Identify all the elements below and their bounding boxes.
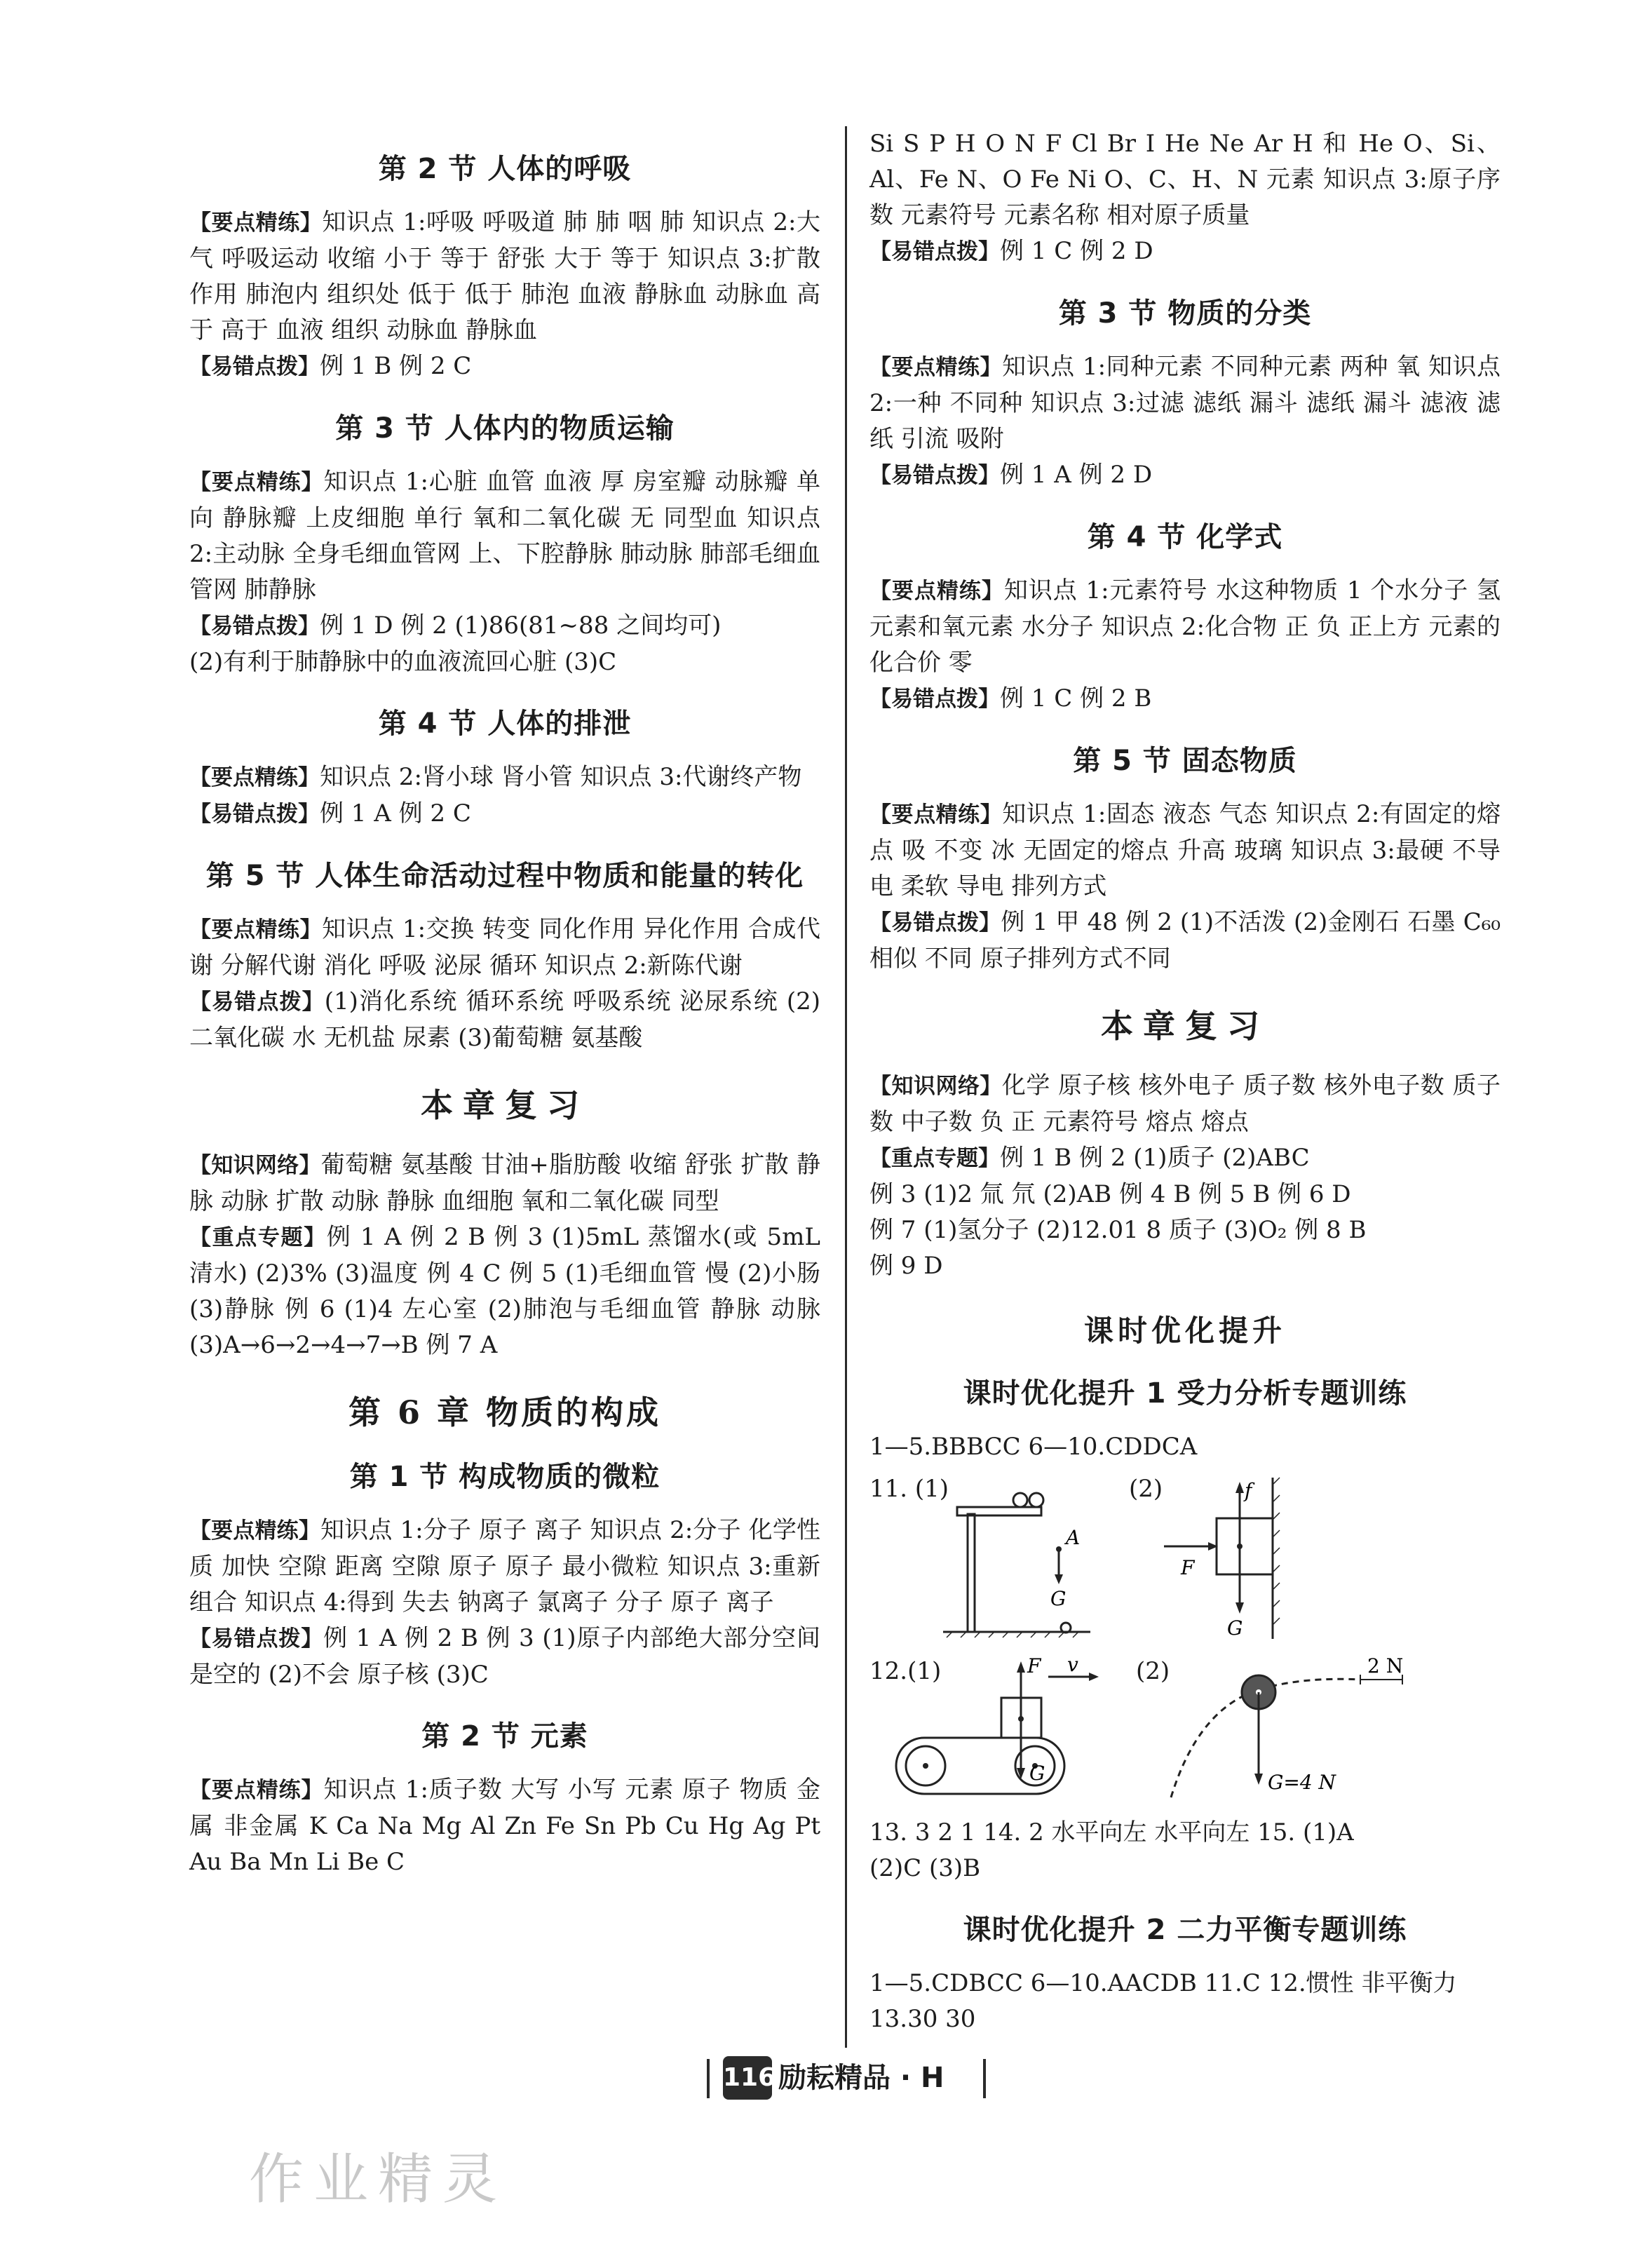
answer-paragraph: 例 7 (1)氢分子 (2)12.01 8 质子 (3)O₂ 例 8 B	[869, 1216, 1367, 1244]
section-title: 第 2 节 人体的呼吸	[378, 153, 632, 185]
answer-label: 【易错点拨】	[189, 990, 325, 1015]
answer-label: 【易错点拨】	[869, 687, 1000, 712]
page-number: 116	[723, 2056, 772, 2100]
question-number: 11. (1)	[869, 1475, 949, 1503]
answer-paragraph: 13.30 30	[869, 2005, 976, 2033]
column-divider	[845, 126, 847, 2048]
question-number: 12.(1)	[869, 1657, 942, 1685]
optimization-title: 课时优化提升	[1083, 1314, 1286, 1348]
answer-label: 【易错点拨】	[189, 802, 320, 827]
answer-label: 【易错点拨】	[189, 614, 320, 639]
answer-paragraph: 【要点精练】知识点 1:质子数 大写 小写 元素 原子 物质 金属 非金属 K Ca Na Mg Al Zn Fe Sn Pb Cu Hg Ag Pt Au Ba Mn Li Be C	[189, 1776, 820, 1876]
question-number: (2)	[1129, 1475, 1163, 1503]
section-title: 第 2 节 元素	[421, 1720, 588, 1753]
force-diagram-11	[869, 1471, 1501, 1646]
label-a: A	[1066, 1526, 1081, 1549]
answer-label: 【易错点拨】	[869, 463, 1000, 488]
answer-label: 【要点精练】	[869, 355, 1003, 380]
answer-paragraph: 【易错点拨】例 1 甲 48 例 2 (1)不活泼 (2)金刚石 石墨 C₆₀ 相似 不同 原子排列方式不同	[869, 908, 1501, 973]
answer-paragraph: (2)C (3)B	[869, 1854, 981, 1882]
answer-paragraph: 【易错点拨】例 1 D 例 2 (1)86(81~88 之间均可)	[189, 612, 722, 640]
answer-paragraph: 【要点精练】知识点 1:交换 转变 同化作用 异化作用 合成代谢 分解代谢 消化 呼吸 泌尿 循环 知识点 2:新陈代谢	[189, 915, 820, 980]
footer-bar-left	[707, 2059, 710, 2098]
answer-paragraph: 例 9 D	[869, 1252, 943, 1280]
answer-label: 【知识网络】	[869, 1074, 1002, 1099]
answer-label: 【易错点拨】	[869, 239, 1000, 264]
answer-paragraph: 【知识网络】葡萄糖 氨基酸 甘油+脂肪酸 收缩 舒张 扩散 静脉 动脉 扩散 动脉 静脉 血细胞 氧和二氧化碳 同型	[189, 1151, 820, 1215]
answer-label: 【知识网络】	[189, 1153, 321, 1178]
label-g: G	[1227, 1616, 1243, 1640]
answer-paragraph: 13. 3 2 1 14. 2 水平向左 水平向左 15. (1)A	[869, 1818, 1354, 1846]
force-diagram-svg	[869, 1471, 1501, 1646]
answer-paragraph: Si S P H O N F Cl Br I He Ne Ar H 和 He O、Si、Al、Fe N、O Fe Ni O、C、H、N 元素 知识点 3:原子序数 元素符号 元素名称 相对原子质量	[869, 130, 1501, 229]
label-2n: 2 N	[1367, 1654, 1404, 1677]
answer-paragraph: 【要点精练】知识点 1:心脏 血管 血液 厚 房室瓣 动脉瓣 单向 静脉瓣 上皮细胞 单行 氧和二氧化碳 无 同型血 知识点 2:主动脉 全身毛细血管网 上、下腔静脉 肺动脉 肺部毛细血管网 肺静脉	[189, 468, 820, 604]
answer-label: 【要点精练】	[189, 1518, 320, 1544]
answer-label: 【要点精练】	[189, 765, 320, 790]
answer-paragraph: 【易错点拨】例 1 A 例 2 B 例 3 (1)原子内部绝大部分空间是空的 (2)不会 原子核 (3)C	[189, 1624, 821, 1689]
watermark: 作业精灵	[249, 2148, 508, 2211]
answer-paragraph: 1—5.CDBCC 6—10.AACDB 11.C 12.惯性 非平衡力	[869, 1969, 1457, 1997]
left-column	[189, 123, 820, 1880]
answer-paragraph: 【知识网络】化学 原子核 核外电子 质子数 核外电子数 质子数 中子数 负 正 元素符号 熔点 熔点	[869, 1072, 1501, 1136]
answer-paragraph: 【要点精练】知识点 1:固态 液态 气态 知识点 2:有固定的熔点 吸 不变 冰 无固定的熔点 升高 玻璃 知识点 3:最硬 不导电 柔软 导电 排列方式	[869, 800, 1501, 900]
answer-paragraph: 【要点精练】知识点 1:元素符号 水这种物质 1 个水分子 氢元素和氧元素 水分子 知识点 2:化合物 正 负 正上方 元素的化合价 零	[869, 576, 1501, 677]
chapter-title: 第 6 章 物质的构成	[348, 1393, 662, 1431]
answer-label: 【要点精练】	[869, 579, 1004, 604]
brand-logo: 励耘精品 · H	[778, 2062, 945, 2094]
force-diagram-12	[869, 1650, 1501, 1808]
answer-paragraph: 【易错点拨】例 1 A 例 2 C	[189, 799, 471, 828]
answer-paragraph: 【要点精练】知识点 1:同种元素 不同种元素 两种 氧 知识点 2:一种 不同种 知识点 3:过滤 滤纸 漏斗 滤纸 漏斗 滤液 滤纸 引流 吸附	[869, 353, 1501, 453]
answer-label: 【要点精练】	[189, 917, 323, 943]
answer-paragraph: (2)有利于肺静脉中的血液流回心脏 (3)C	[189, 648, 617, 676]
answer-paragraph: 【要点精练】知识点 2:肾小球 肾小管 知识点 3:代谢终产物	[189, 763, 802, 791]
section-title: 课时优化提升 2 二力平衡专题训练	[963, 1914, 1407, 1946]
section-title: 课时优化提升 1 受力分析专题训练	[963, 1377, 1407, 1410]
section-title: 第 5 节 固态物质	[1073, 745, 1297, 777]
chapter-review-title: 本章复习	[1101, 1007, 1269, 1045]
label-g: G	[1050, 1587, 1067, 1610]
footer-bar-right	[983, 2059, 986, 2098]
section-title: 第 3 节 物质的分类	[1058, 297, 1312, 330]
answer-paragraph: 【易错点拨】例 1 B 例 2 C	[189, 352, 472, 380]
label-v: v	[1067, 1653, 1078, 1676]
answer-label: 【要点精练】	[189, 470, 324, 495]
label-g4: G=4 N	[1268, 1771, 1336, 1794]
answer-paragraph: 【要点精练】知识点 1:呼吸 呼吸道 肺 肺 咽 肺 知识点 2:大气 呼吸运动 收缩 小于 等于 舒张 大于 等于 知识点 3:扩散作用 肺泡内 组织处 低于 低于 肺泡 血液 静脉血 动脉血 高于 高于 血液 组织 动脉血 静脉血	[189, 208, 820, 344]
answer-label: 【易错点拨】	[189, 354, 320, 379]
answer-paragraph: 【易错点拨】例 1 C 例 2 D	[869, 237, 1153, 265]
answer-paragraph: 【重点专题】例 1 A 例 2 B 例 3 (1)5mL 蒸馏水(或 5mL 清水) (2)3% (3)温度 例 4 C 例 5 (1)毛细血管 慢 (2)小肠 (3)静脉 例 6 (1)4 左心室 (2)肺泡与毛细血管 静脉 动脉 (3)A→6→2→4→7→B 例 7 A	[189, 1223, 821, 1359]
label-f: F	[1181, 1556, 1195, 1579]
answer-paragraph: 例 3 (1)2 氚 氘 (2)AB 例 4 B 例 5 B 例 6 D	[869, 1180, 1351, 1208]
section-title: 第 1 节 构成物质的微粒	[349, 1461, 661, 1493]
answer-paragraph: 【易错点拨】例 1 A 例 2 D	[869, 461, 1153, 489]
answer-label: 【重点专题】	[189, 1225, 327, 1250]
chapter-review-title: 本章复习	[421, 1086, 589, 1124]
label-f: F	[1027, 1654, 1041, 1677]
answer-label: 【重点专题】	[869, 1146, 1000, 1171]
force-diagram-svg	[869, 1650, 1501, 1808]
question-number: (2)	[1136, 1657, 1170, 1685]
section-title: 第 4 节 化学式	[1087, 521, 1283, 553]
answer-label: 【要点精练】	[189, 1778, 324, 1803]
answer-paragraph: 【易错点拨】(1)消化系统 循环系统 呼吸系统 泌尿系统 (2)二氧化碳 水 无机盐 尿素 (3)葡萄糖 氨基酸	[189, 987, 820, 1052]
answer-paragraph: 【重点专题】例 1 B 例 2 (1)质子 (2)ABC	[869, 1144, 1310, 1172]
section-title: 第 4 节 人体的排泄	[378, 708, 632, 740]
answer-label: 【要点精练】	[189, 210, 323, 236]
answer-paragraph: 1—5.BBBCC 6—10.CDDCA	[869, 1433, 1198, 1461]
answer-label: 【易错点拨】	[189, 1626, 324, 1652]
answer-paragraph: 【要点精练】知识点 1:分子 原子 离子 知识点 2:分子 化学性质 加快 空隙 距离 空隙 原子 原子 最小微粒 知识点 3:重新组合 知识点 4:得到 失去 钠离子 氯离子 分子 原子 离子	[189, 1516, 820, 1616]
answer-label: 【要点精练】	[869, 802, 1003, 828]
answer-paragraph: 【易错点拨】例 1 C 例 2 B	[869, 684, 1152, 713]
right-column	[869, 126, 1501, 2037]
section-title: 第 5 节 人体生命活动过程中物质和能量的转化	[205, 860, 804, 892]
label-g: G	[1029, 1762, 1045, 1785]
answer-label: 【易错点拨】	[869, 910, 1001, 936]
label-f-small: f	[1245, 1479, 1252, 1502]
section-title: 第 3 节 人体内的物质运输	[335, 412, 675, 445]
